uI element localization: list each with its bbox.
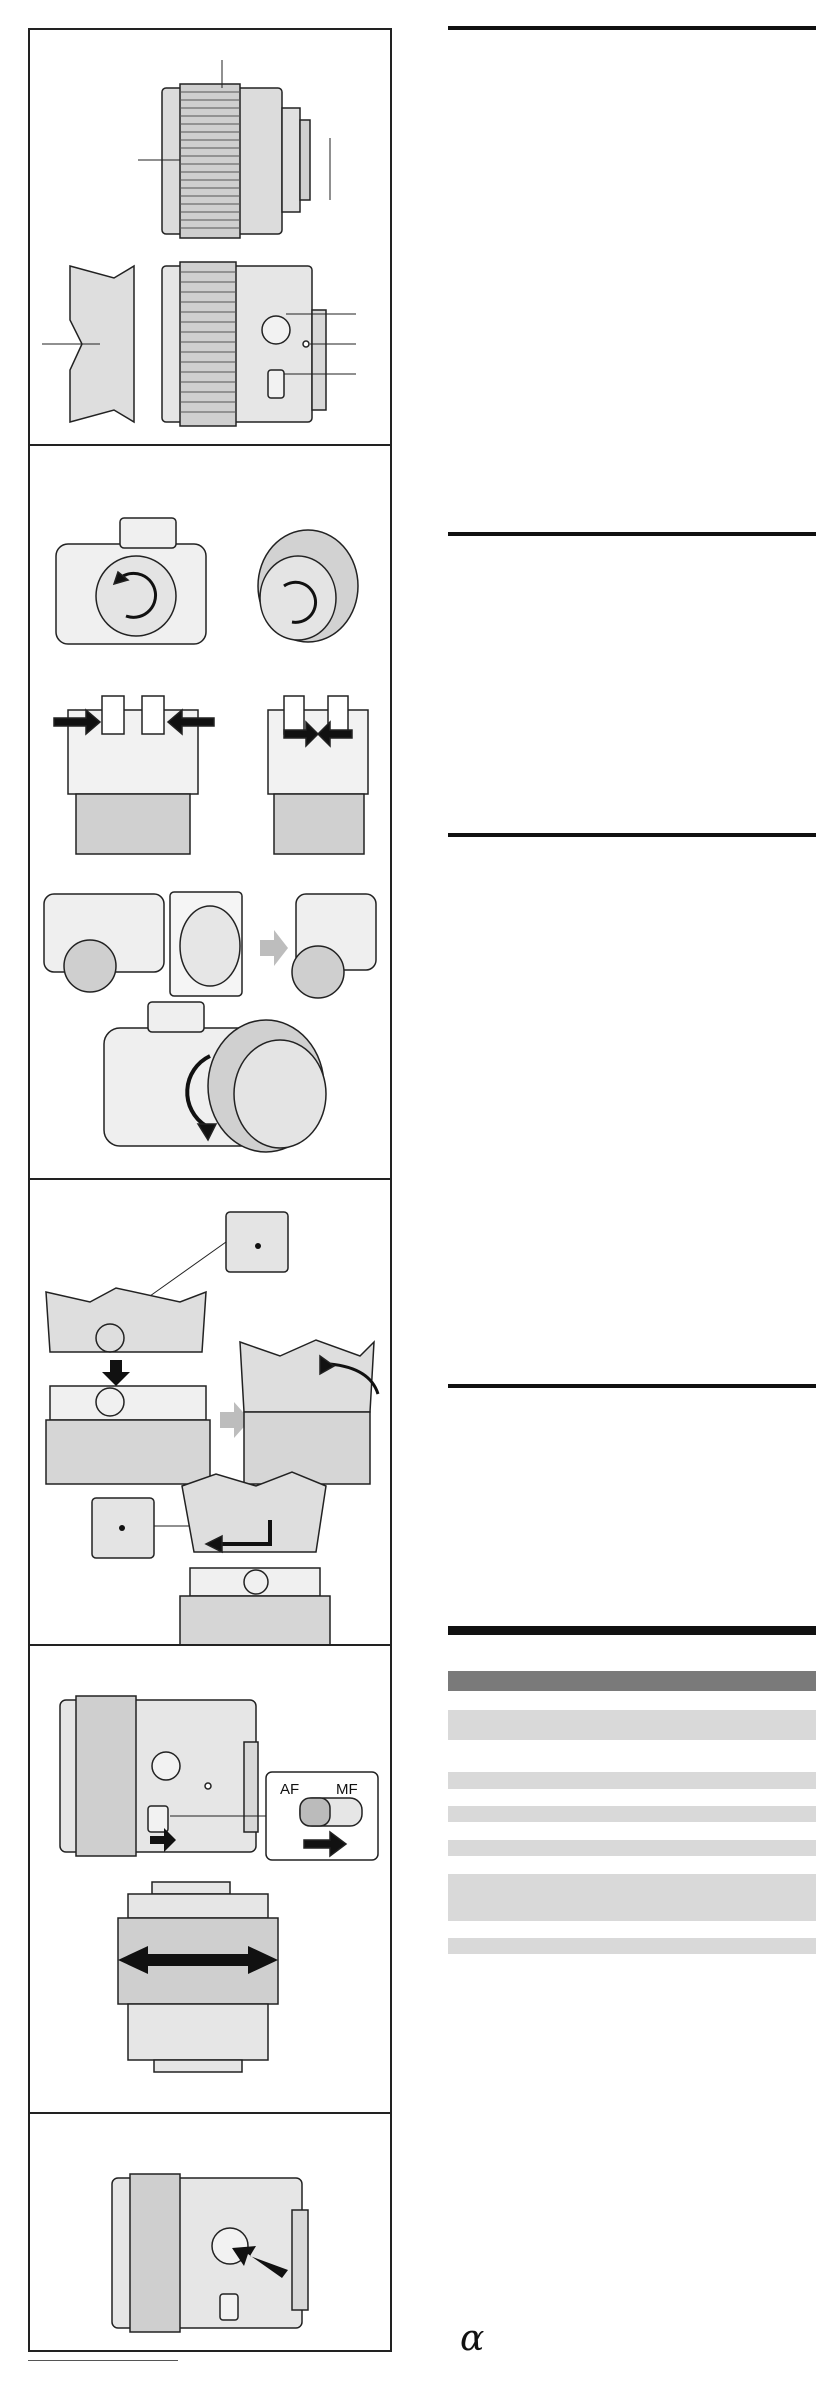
- spec-row-6: [448, 1938, 816, 1954]
- hood-illustration: [30, 1180, 390, 1646]
- panel-part-identification: [30, 30, 390, 444]
- spec-row-5: [448, 1874, 816, 1921]
- parts-illustration: [30, 30, 390, 444]
- camera-with-lens-large: [104, 1002, 326, 1152]
- camera-mount-step1: [44, 894, 164, 992]
- camera-body-cap: [56, 518, 206, 644]
- alpha-logo: α: [460, 2318, 485, 2359]
- lens-barrel-bottom: [180, 1568, 330, 1646]
- mount-index-closeup: [170, 892, 242, 996]
- hood-attached-right: [240, 1340, 378, 1484]
- focus-hold-illustration: [30, 2114, 390, 2356]
- mf-label: MF: [336, 1781, 358, 1798]
- attach-illustration: [30, 446, 390, 1180]
- lens-side-view: [162, 84, 310, 238]
- lens-side-focus: [60, 1696, 258, 1856]
- spec-row-1: [448, 1710, 816, 1740]
- section-rule-2: [448, 532, 816, 536]
- spec-row-4: [448, 1840, 816, 1856]
- panel-focus-mode: [30, 1644, 390, 2112]
- illustration-column: [28, 28, 392, 2352]
- spec-row-2: [448, 1772, 816, 1789]
- lens-focus-ring: [118, 1882, 278, 2072]
- footer-line: [28, 2360, 178, 2361]
- panel-focus-hold: [30, 2112, 390, 2354]
- hood-index-inset-bottom: [92, 1498, 154, 1558]
- panel-lens-hood: [30, 1178, 390, 1644]
- lens-barrel-left: [46, 1386, 210, 1484]
- text-column: [448, 0, 816, 2382]
- hood-front-left: [46, 1288, 206, 1352]
- hood-index-inset-top: [226, 1212, 288, 1272]
- panel-attaching-detaching: [30, 444, 390, 1178]
- front-cap-pinch-right: [268, 696, 368, 854]
- spec-table-header: [448, 1671, 816, 1691]
- front-cap-pinch-left: [54, 696, 214, 854]
- camera-mount-step2: [292, 894, 376, 998]
- lens-side-hold: [112, 2174, 308, 2332]
- spec-table-rule: [448, 1626, 816, 1635]
- section-rule-1: [448, 26, 816, 30]
- af-label: AF: [280, 1781, 300, 1798]
- section-rule-3: [448, 833, 816, 837]
- lens-rear-cap: [258, 530, 358, 642]
- section-rule-4: [448, 1384, 816, 1388]
- spec-row-3: [448, 1806, 816, 1822]
- lens-body-bottom: [162, 262, 326, 426]
- focus-mode-illustration: [30, 1646, 390, 2114]
